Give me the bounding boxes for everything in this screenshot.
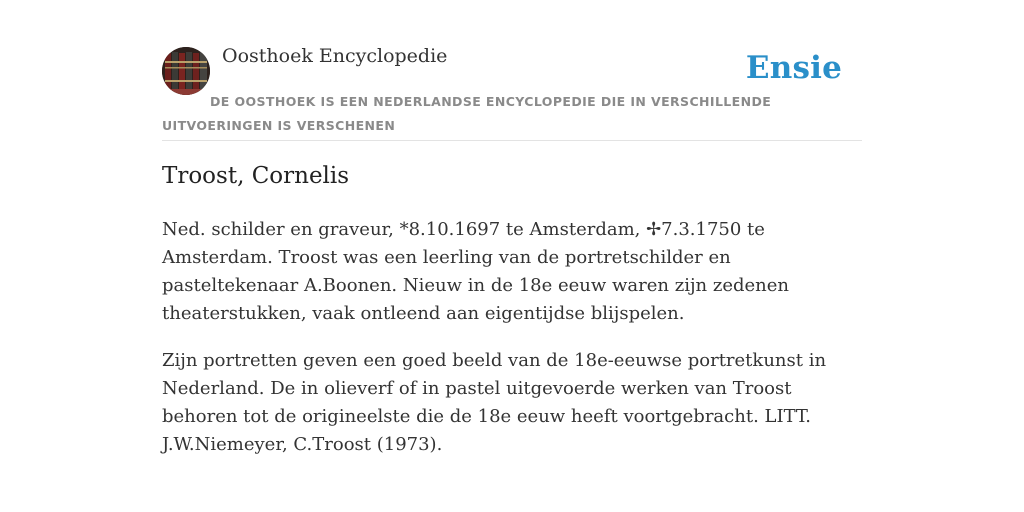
- entry-paragraph: Ned. schilder en graveur, *8.10.1697 te Amsterdam, ✢7.3.1750 te Amsterdam. Troost was een leerling van de portretschilder en pasteltekenaar A.Boonen. Nieuw in de 18e eeuw waren zijn zedenen theaterstukken, vaak ontleend aan eigentijdse blijspelen.: [162, 219, 790, 324]
- entry-body: [162, 216, 862, 478]
- brand-logo-link[interactable]: Ensie: [745, 50, 842, 86]
- site-header: [162, 0, 862, 141]
- site-title[interactable]: Oosthoek Encyclopedie: [222, 45, 448, 67]
- entry-card: [162, 0, 862, 512]
- encyclopedia-books-icon[interactable]: [162, 47, 210, 95]
- page-title: Troost, Cornelis: [162, 163, 350, 189]
- site-tagline: DE OOSTHOEK IS EEN NEDERLANDSE ENCYCLOPEDIE DIE IN VERSCHILLENDE UITVOERINGEN IS VERSCHENEN: [162, 94, 772, 133]
- entry-paragraph: Zijn portretten geven een goed beeld van de 18e-eeuwse portretkunst in Nederland. De in olieverf of in pastel uitgevoerde werken van Troost behoren tot de origineelste die de 18e eeuw heeft voortgebracht. LITT. J.W.Niemeyer, C.Troost (1973).: [162, 350, 827, 455]
